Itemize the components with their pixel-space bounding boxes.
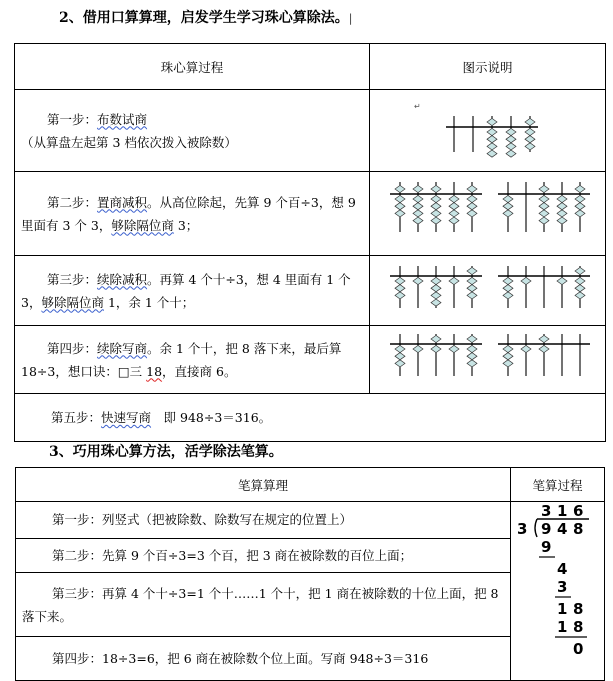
abacus-bead: [467, 353, 477, 360]
step2-label: 第二步：: [47, 194, 98, 210]
abacus-bead: [395, 277, 405, 284]
step4-keyword: 续除写商: [97, 340, 148, 356]
abacus-bead: [449, 217, 459, 224]
t2-step4-label: 第四步：: [52, 651, 103, 667]
abacus-bead: [431, 185, 441, 192]
divisor: 3: [517, 520, 528, 538]
abacus-bead: [525, 118, 535, 125]
step5-keyword: 快速写商: [101, 410, 152, 425]
abacus-diagram-4: [370, 326, 606, 390]
t2-step1-label: 第一步：: [52, 512, 103, 528]
subtract-row-3-ones: 8: [573, 618, 584, 636]
t2-step1-text: 列竖式（把被除数、除数写在规定的位置上）: [102, 512, 353, 528]
table-row: [15, 172, 606, 256]
abacus-bead: [467, 292, 477, 299]
abacus-bead: [575, 195, 585, 202]
abacus-bead: [467, 185, 477, 192]
abacus-bead: [557, 203, 567, 210]
t2-step3-label: 第三步：: [52, 585, 103, 601]
abacus-bead: [575, 267, 585, 274]
quotient-digit-3: 6: [573, 502, 584, 520]
abacus-bead: [506, 136, 516, 143]
abacus-bead: [431, 210, 441, 217]
division-bracket: [535, 519, 537, 537]
abacus-bead: [395, 353, 405, 360]
abacus-bead: [395, 292, 405, 299]
abacus-bead: [539, 335, 549, 342]
abacus-bead: [431, 285, 441, 292]
abacus-bead: [413, 217, 423, 224]
abacus-bead: [503, 292, 513, 299]
abacus-bead: [431, 292, 441, 299]
dividend-digit-1: 9: [541, 520, 552, 538]
table-row: [15, 90, 606, 172]
abacus-bead: [575, 185, 585, 192]
abacus-bead: [431, 203, 441, 210]
abacus-bead: [503, 353, 513, 360]
step5-text: 即 948÷3＝316。: [151, 410, 272, 425]
step5-cell: [15, 394, 606, 442]
abacus-bead: [449, 345, 459, 352]
t2-step2-text: 先算 9 个百÷3=3 个百，把 3 商在被除数的百位上面；: [102, 547, 413, 563]
abacus-bead: [525, 136, 535, 143]
abacus-bead: [431, 277, 441, 284]
abacus-bead: [431, 195, 441, 202]
abacus-bead: [431, 299, 441, 306]
step4-text-2: 三: [129, 363, 147, 379]
subtract-row-3-tens: 1: [557, 618, 568, 636]
dividend-digit-3: 8: [573, 520, 584, 538]
step1-cell: [15, 90, 370, 172]
header-written-result: 笔算过程: [511, 468, 605, 502]
header-diagram: 图示说明: [370, 44, 606, 90]
header-written-process: 笔算算理: [16, 468, 511, 502]
abacus-bead: [521, 277, 531, 284]
step5-label: 第五步：: [51, 410, 102, 425]
abacus-bead: [506, 143, 516, 150]
abacus-process-table: [14, 43, 606, 442]
abacus-bead: [506, 128, 516, 135]
step3-diagram: [370, 256, 606, 326]
abacus-bead: [487, 128, 497, 135]
anchor-mark: ↵: [414, 102, 421, 111]
abacus-bead: [503, 210, 513, 217]
abacus-bead: [467, 285, 477, 292]
step4-text: 。余 1 个十，把 8 落下来，最后算 18÷3，想口诀：: [21, 340, 342, 379]
abacus-bead: [487, 143, 497, 150]
t2-step4-text: 18÷3=6，把 6 商在被除数个位上面。写商 948÷3＝316: [102, 651, 429, 667]
t2-step3-cell: [16, 573, 511, 637]
abacus-bead: [449, 195, 459, 202]
step1-keyword: 布数试商: [97, 111, 148, 127]
abacus-bead: [539, 345, 549, 352]
abacus-bead: [575, 203, 585, 210]
abacus-bead: [506, 150, 516, 157]
abacus-bead: [503, 285, 513, 292]
abacus-bead: [575, 285, 585, 292]
long-division: [511, 502, 605, 677]
abacus-bead: [467, 195, 477, 202]
abacus-bead: [413, 203, 423, 210]
abacus-bead: [467, 360, 477, 367]
abacus-bead: [557, 277, 567, 284]
abacus-bead: [449, 210, 459, 217]
abacus-bead: [431, 335, 441, 342]
abacus-bead: [525, 128, 535, 135]
abacus-bead: [413, 345, 423, 352]
step3-label: 第三步：: [47, 271, 98, 287]
t2-step2-cell: [16, 538, 511, 572]
abacus-bead: [395, 203, 405, 210]
step2-keyword: 置商减积: [97, 194, 148, 210]
step4-label: 第四步：: [47, 340, 98, 356]
step4-underlined-number: 18: [146, 363, 163, 379]
subtract-row-2: 3: [557, 578, 568, 596]
step3-text-2: 1，余 1 个十；: [103, 294, 195, 310]
step2-cell: [15, 172, 370, 256]
step1-label: 第一步：: [47, 111, 98, 127]
abacus-bead: [467, 267, 477, 274]
final-remainder: 0: [573, 640, 584, 658]
step2-diagram: [370, 172, 606, 256]
table-row: [15, 256, 606, 326]
abacus-bead: [395, 345, 405, 352]
step3-keyword: 续除减积: [97, 271, 148, 287]
header-abacus-process: 珠心算过程: [15, 44, 370, 90]
table-row: [15, 326, 606, 394]
t2-step4-cell: [16, 637, 511, 681]
t2-step3-text: 再算 4 个十÷3=1 个十……1 个十，把 1 商在被除数的十位上面，把 8 落下来。: [22, 585, 499, 624]
t2-step1-cell: [16, 502, 511, 539]
dividend-digit-2: 4: [557, 520, 568, 538]
step2-text-2: 3；: [173, 217, 199, 233]
heading-section-2-text: 2、借用口算算理，启发学生学习珠心算除法。: [59, 10, 349, 26]
step3-text: 。再算 4 个十÷3，想 4 里面有 1 个 3，: [21, 271, 351, 310]
remainder-row-1: 4: [557, 560, 568, 578]
long-division-cell: [511, 502, 605, 681]
abacus-bead: [413, 185, 423, 192]
heading-section-2: [59, 7, 352, 27]
t2-step2-label: 第二步：: [52, 547, 103, 563]
step3-keyword-2: 够除隔位商: [41, 294, 104, 310]
abacus-bead: [413, 210, 423, 217]
abacus-bead: [539, 210, 549, 217]
abacus-bead: [467, 277, 477, 284]
step2-text: 。从高位除起，先算 9 个百÷3，想 9 里面有 3 个 3，: [21, 194, 356, 233]
step1-diagram: [370, 90, 606, 172]
abacus-bead: [467, 345, 477, 352]
abacus-bead: [395, 185, 405, 192]
step4-cell: [15, 326, 370, 394]
abacus-bead: [467, 210, 477, 217]
remainder-row-2-ones: 8: [573, 600, 584, 618]
abacus-bead: [395, 360, 405, 367]
abacus-bead: [487, 136, 497, 143]
cursor-mark: |: [348, 12, 353, 25]
abacus-bead: [431, 217, 441, 224]
abacus-bead: [395, 285, 405, 292]
abacus-bead: [467, 335, 477, 342]
quotient-digit-2: 1: [557, 502, 568, 520]
abacus-bead: [575, 292, 585, 299]
abacus-bead: [539, 217, 549, 224]
abacus-bead: [467, 203, 477, 210]
abacus-bead: [413, 195, 423, 202]
abacus-diagram-1: [370, 90, 606, 168]
abacus-diagram-2: [370, 172, 606, 252]
step1-text: （从算盘左起第 3 档依次拨入被除数）: [21, 134, 237, 150]
abacus-bead: [449, 277, 459, 284]
table-row: [15, 394, 606, 442]
abacus-bead: [575, 210, 585, 217]
abacus-bead: [431, 345, 441, 352]
abacus-bead: [539, 195, 549, 202]
abacus-bead: [521, 345, 531, 352]
abacus-bead: [395, 210, 405, 217]
quotient-digit-1: 3: [541, 502, 552, 520]
written-division-table: [15, 467, 605, 681]
abacus-bead: [575, 277, 585, 284]
abacus-bead: [449, 203, 459, 210]
abacus-bead: [503, 277, 513, 284]
step4-diagram: [370, 326, 606, 394]
subtract-row-1: 9: [541, 538, 552, 556]
abacus-bead: [503, 360, 513, 367]
abacus-bead: [503, 203, 513, 210]
blank-box: □: [117, 363, 130, 379]
remainder-row-2-tens: 1: [557, 600, 568, 618]
table-row: [16, 502, 605, 539]
abacus-bead: [503, 195, 513, 202]
heading-section-3: 3、巧用珠心算方法，活学除法笔算。: [49, 444, 283, 460]
abacus-bead: [539, 185, 549, 192]
abacus-bead: [539, 203, 549, 210]
abacus-diagram-3: [370, 256, 606, 322]
abacus-bead: [487, 150, 497, 157]
step3-cell: [15, 256, 370, 326]
abacus-bead: [503, 345, 513, 352]
abacus-bead: [557, 210, 567, 217]
abacus-bead: [395, 195, 405, 202]
abacus-bead: [525, 143, 535, 150]
step2-keyword-2: 够除隔位商: [111, 217, 174, 233]
abacus-bead: [557, 195, 567, 202]
step4-text-3: ，直接商 6。: [162, 363, 237, 379]
abacus-bead: [557, 217, 567, 224]
abacus-bead: [487, 118, 497, 125]
abacus-bead: [413, 277, 423, 284]
